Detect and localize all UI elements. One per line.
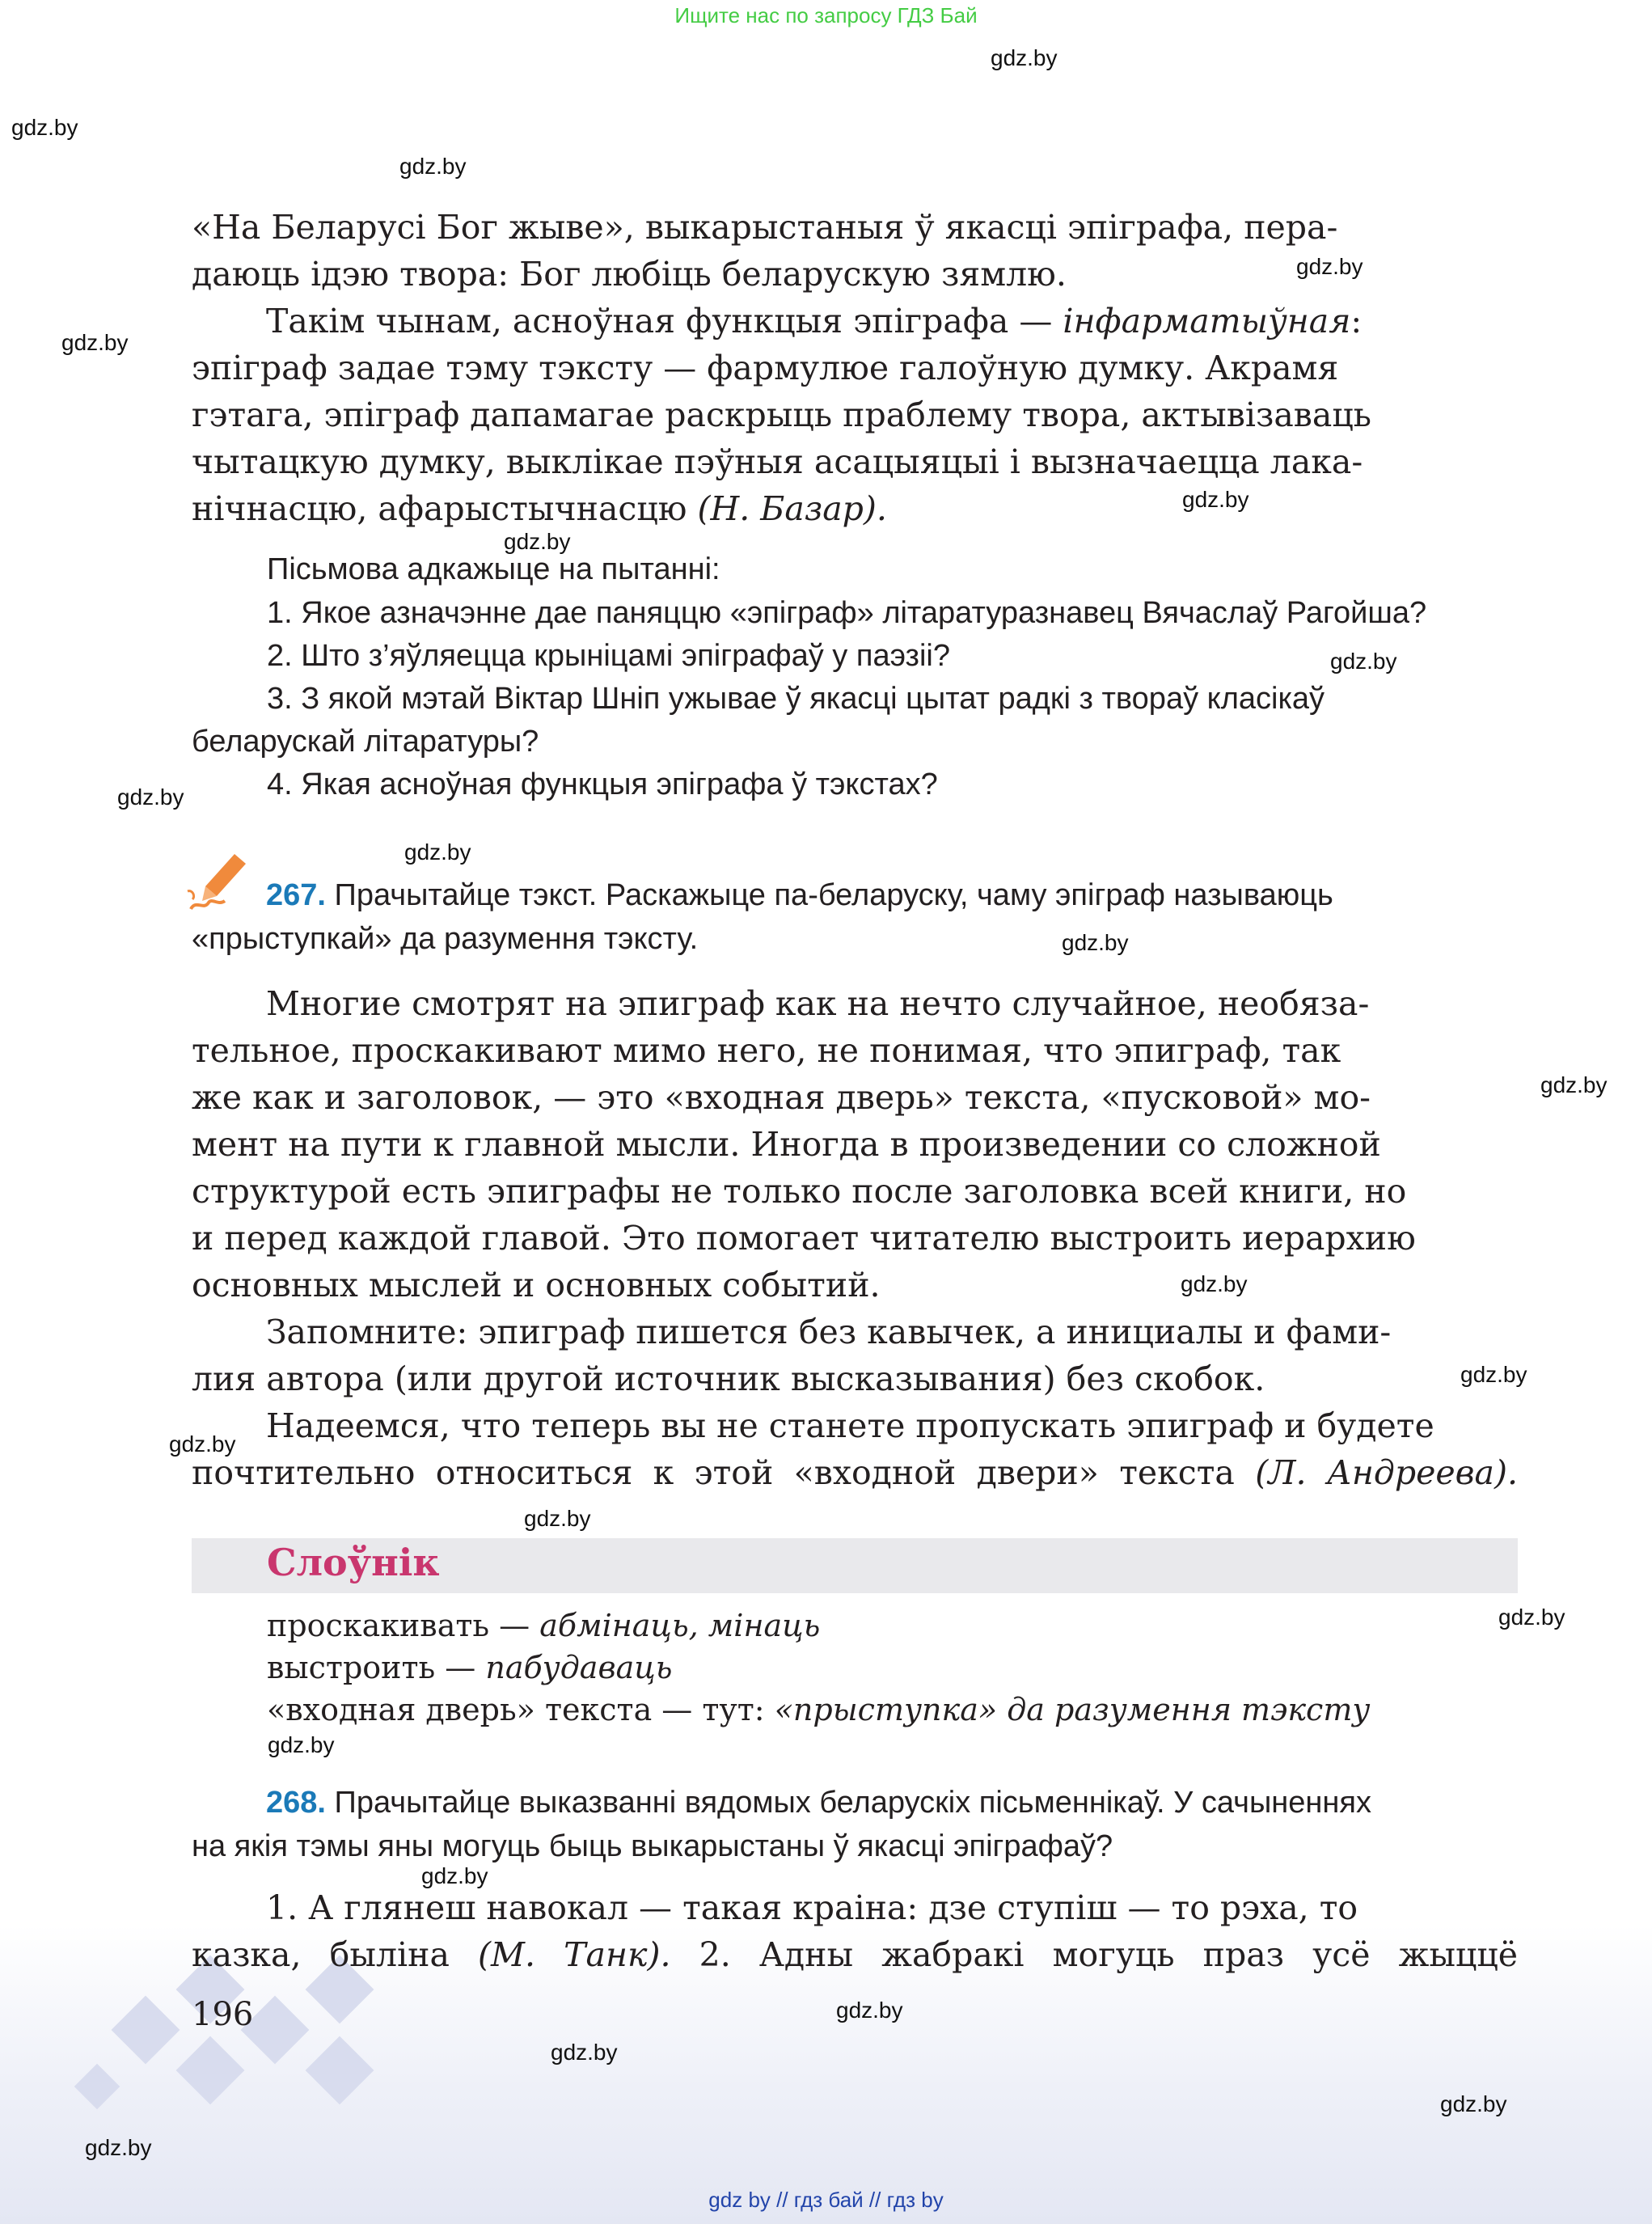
text-run: Такім чынам, асноўная функцыя эпіграфа — [266, 302, 1053, 340]
text-run: нічнасцю, афарыстычнасцю [192, 489, 687, 528]
text-line: гэтага, эпіграф дапамагае раскрыць праблему твора, актывізаваць [192, 395, 1372, 434]
exercise-267-task [192, 873, 1518, 961]
text-line: структурой есть эпиграфы не только после заголовка всей книги, но [192, 1172, 1407, 1211]
text-line: Надеемся, что теперь вы не станете пропускать эпиграф и будете [266, 1406, 1434, 1445]
paragraph-epigraph-example [192, 204, 1518, 298]
bottom-links[interactable]: gdz by // гдз бай // гдз by [708, 2188, 944, 2212]
text-line [192, 1781, 1518, 1824]
watermark: gdz.by [551, 2040, 618, 2065]
text-line [192, 485, 1518, 532]
watermark: gdz.by [1460, 1362, 1527, 1387]
question-item: 2. Што з’яўляецца крыніцамі эпіграфаў у паэзіі? [267, 639, 950, 673]
text-line: лия автора (или другой источник высказывания) без скобок. [192, 1359, 1265, 1398]
watermark: gdz.by [11, 115, 78, 140]
watermark: gdz.by [1182, 487, 1249, 512]
exercise-268-text [192, 1884, 1518, 1978]
emphasized-term: інфарматыўная [1063, 302, 1351, 340]
text-line [192, 873, 1518, 917]
text-line: эпіграф задае тэму тэксту — фармулюе галоўную думку. Акрамя [192, 349, 1339, 387]
text-line [192, 298, 1518, 345]
watermark: gdz.by [117, 784, 184, 810]
text-line [192, 1449, 1518, 1496]
text-line: Запомните: эпиграф пишется без кавычек, а инициалы и фами- [266, 1313, 1392, 1351]
watermark: gdz.by [524, 1506, 591, 1531]
text-run: казка, быліна [192, 1935, 450, 1974]
text-line: Многие смотрят на эпиграф как на нечто случайное, необяза- [266, 984, 1370, 1023]
paragraph-epigraph-function [192, 298, 1518, 532]
text-line: «На Беларусі Бог жыве», выкарыстаныя ў якасці эпіграфа, пера- [192, 208, 1338, 247]
vocabulary-translation: «прыступка» да разумення тэксту [774, 1692, 1371, 1727]
text-line: мент на пути к главной мысли. Иногда в произведении со сложной [192, 1125, 1381, 1164]
watermark: gdz.by [169, 1431, 236, 1457]
watermark: gdz.by [836, 1998, 903, 2023]
watermark: gdz.by [1440, 2091, 1507, 2116]
vocabulary-entry [267, 1608, 820, 1643]
vocabulary-word: выстроить — [267, 1650, 476, 1685]
exercise-267-text-2 [192, 1309, 1518, 1402]
question-item-continuation: беларускай літаратуры? [192, 725, 539, 759]
text-run: Прачытайце тэкст. Раскажыце па-беларуску, чаму эпіграф называюць [334, 878, 1333, 912]
watermark: gdz.by [404, 839, 471, 865]
exercise-267-text [192, 980, 1518, 1309]
watermark: gdz.by [1498, 1605, 1565, 1630]
text-line: и перед каждой главой. Это помогает читателю выстроить иерархию [192, 1219, 1416, 1258]
watermark: gdz.by [421, 1863, 488, 1888]
text-line: «прыступкай» да разумення тэксту. [192, 922, 699, 956]
text-run: 2. Адны жабракі могуць праз усё жыццё [699, 1935, 1518, 1974]
question-item: 4. Якая асноўная функцыя эпіграфа ў тэкстах? [267, 767, 938, 801]
questions-intro: Пісьмова адкажыце на пытанні: [267, 552, 720, 586]
vocabulary-title: Слоўнік [267, 1541, 440, 1584]
source-citation: (Н. Базар). [697, 489, 887, 528]
text-run: Прачытайце выказванні вядомых беларускіх пісьменнікаў. У сачыненнях [334, 1786, 1371, 1820]
text-line: же как и заголовок, — это «входная дверь» текста, «пусковой» мо- [192, 1078, 1371, 1117]
watermark: gdz.by [1181, 1271, 1248, 1296]
exercise-268-task [192, 1781, 1518, 1868]
watermark: gdz.by [268, 1732, 335, 1757]
source-citation: (Л. Андреева). [1255, 1453, 1518, 1492]
vocabulary-entry [267, 1692, 1370, 1727]
watermark: gdz.by [85, 2135, 152, 2160]
watermark: gdz.by [399, 154, 467, 179]
question-item: 3. З якой мэтай Віктар Шніп ужывае ў якасці цытат радкі з твораў класікаў [267, 682, 1325, 716]
top-banner-link[interactable]: Ищите нас по запросу ГДЗ Бай [674, 3, 978, 27]
watermark: gdz.by [61, 330, 129, 355]
text-line: чытацкую думку, выклікае пэўныя асацыяцыі і вызначаецца лака- [192, 442, 1363, 481]
exercise-number: 268. [266, 1786, 326, 1820]
question-item: 1. Якое азначэнне дае паняццю «эпіграф» літаратуразнавец Вячаслаў Рагойша? [267, 596, 1427, 630]
vocabulary-word: проскакивать — [267, 1608, 530, 1643]
text-line: даюць ідэю твора: Бог любіць беларускую зямлю. [192, 255, 1067, 294]
watermark: gdz.by [991, 45, 1058, 70]
page-number: 196 [192, 1996, 254, 2033]
watermark: gdz.by [1062, 930, 1129, 955]
text-line: тельное, проскакивают мимо него, не понимая, что эпиграф, так [192, 1031, 1341, 1070]
vocabulary-translation: абмінаць, мінаць [539, 1608, 821, 1643]
text-run: почтительно относиться к этой «входной двери» текста [192, 1453, 1235, 1492]
text-line [192, 1931, 1518, 1978]
exercise-267-text-3 [192, 1402, 1518, 1496]
watermark: gdz.by [1540, 1072, 1608, 1097]
text-line: основных мыслей и основных событий. [192, 1266, 881, 1304]
text-line: на якія тэмы яны могуць быць выкарыстаны ў якасці эпіграфаў? [192, 1829, 1113, 1863]
vocabulary-translation: пабудаваць [485, 1650, 673, 1685]
vocabulary-word: «входная дверь» текста — тут: [267, 1692, 765, 1727]
watermark: gdz.by [504, 529, 571, 554]
vocabulary-entry [267, 1650, 672, 1685]
watermark: gdz.by [1330, 649, 1397, 674]
text-run: : [1350, 302, 1363, 340]
source-citation: (М. Танк). [478, 1935, 671, 1974]
watermark: gdz.by [1296, 254, 1363, 279]
exercise-number: 267. [266, 878, 326, 912]
text-line: 1. А глянеш навокал — такая краіна: дзе ступіш — то рэха, то [266, 1888, 1358, 1927]
